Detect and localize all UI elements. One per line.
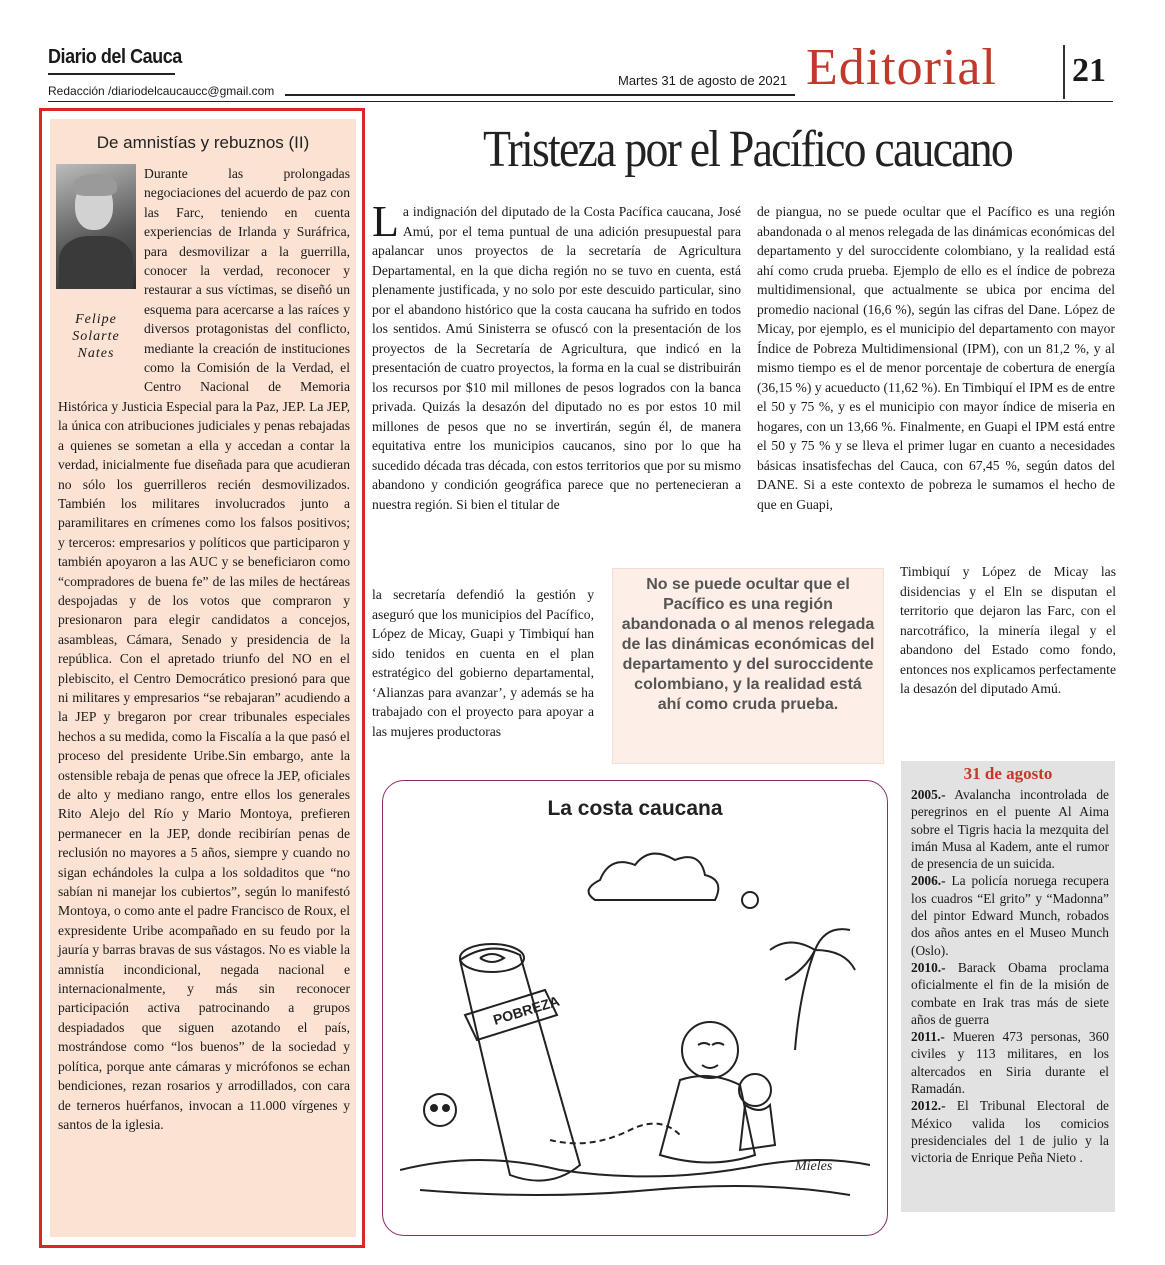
- efemeride-item: 2012.- El Tribunal Electoral de México valida los comicios presidenciales del 1 de julio y la victoria de Enrique Peña Nieto .: [911, 1098, 1109, 1166]
- redaccion-email: Redacción /diariodelcaucaucc@gmail.com: [48, 84, 275, 98]
- column-title: De amnistías y rebuznos (II): [96, 133, 310, 152]
- column-text: Durante las prolongadas negociaciones del acuerdo de paz con las Farc, teniendo en cuenta experiencias de Irlanda y Suráfrica, para desmovilizar a la guerrilla, conocer la verdad, reconocer y restaurar a sus víctimas, se diseñó un esquema para acercarse a las raíces y diversos protagonistas del conflicto, mediante la creación de instituciones como la Comisión de la Verdad, el Centro Nacional de Memoria Histórica y Justicia Especial para la Paz, JEP. La JEP, la única con atribuciones judiciales y penas rebajadas a quienes se sometan a ella y accedan a contar la verdad, inicialmente fue diseñada para que acudieran no sólo los guerrilleros recién desmovilizados. También los militares involucrados junto a paramilitares en crímenes como los falsos positivos; y terceros: empresarios y políticos que participaron y también apoyaron a las AUC y se beneficiaron como “compradores de buena fe” de las miles de hectáreas despojadas y de los votos que compraron y presionaron para elegir candidatos a concejos, asambleas, Cámara, Senado y presidencia de la república. Con el apretado triunfo del NO en el plebiscito, el Centro Democrático presionó para que ni militares y empresarios “se rebajaran” acudiendo a la JEP y bregaron por crear tribunales especiales hechos a su medida, como la Fiscalía a la que pasó el proceso del presidente Uribe.Sin embargo, ante la ostensible rebaja de penas que ofrece la JEP, oficiales de alto y mediano rango, entre ellos los generales Rito Alejo del Río y Mario Montoya, prefieren permanecer en la JEP, donde recibirían penas de reclusión no mayores a 5 años, siempre y cuando no sigan echándoles la culpa a los soldaditos que “no sabían ni manejar los cubiertos”, según lo manifestó Montoya, o como ante el padre Francisco de Roux, el expresidente Uribe acompañado en su feudo por la jauría y barras bravas de sus vástagos. No es viable la amnistía incondicional, negada nacional e internacionalmente, y más sin reconocer participación activa patrocinando a grupos despiadados que siguen azotando el país, mostrándose como “los buenos” de la sociedad y política, porque ante cámaras y micrófonos se echan bendiciones, rezan rosarios y arrodillados, con cara de terneros huérfanos, invocan a 11.000 vírgenes y santos de la iglesia.: [58, 166, 350, 1132]
- efemerides-list: [911, 786, 1109, 1167]
- issue-date: Martes 31 de agosto de 2021: [618, 73, 788, 88]
- editorial-column-2: la secretaría defendió la gestión y aseguró que los municipios del Pacífico, López de Micay, Guapi y Timbiquí han sido tenidos en cuenta en el plan estratégico del gobierno departamental, ‘Alianzas para avanzar’, y además se ha trabajado con el proyecto para apoyar a las mujeres productoras: [372, 587, 594, 739]
- section-title: Editorial: [806, 39, 997, 96]
- efemeride-item: 2010.- Barack Obama proclama oficialmente el fin de la misión de combate en Irak tras más de siete años de guerra: [911, 959, 1109, 1027]
- header-rule-bottom: [48, 101, 1113, 102]
- page-number: 21: [1072, 52, 1106, 89]
- efemeride-item: 2011.- Mueren 473 personas, 360 civiles y 113 militares, en los altercados en Siria durante el Ramadán.: [911, 1029, 1109, 1097]
- editorial-column-4: Timbiquí y López de Micay las disidencias y el Eln se disputan el territorio que dejaron las Farc, con el narcotráfico, la minería ilegal y el abandono del Estado como fondo, entonces nos explicamos perfectamente la desazón del diputado Amú.: [900, 564, 1116, 696]
- header-rule: [285, 94, 795, 96]
- cartoon-title: La costa caucana: [547, 797, 723, 820]
- editorial-column-1: La indignación del diputado de la Costa Pacífica caucana, José Amú, por el tema puntual de una adición presupuestal para apalancar unos proyectos de la secretaría de Agricultura Departamental, en la que dicha región no se tuvo en cuenta, está plenamente justificada, y no solo por este descuido particular, sino por el abandono histórico que la costa caucana ha sufrido en todos los sentidos. Amú Sinisterra se ofuscó con la presentación de los proyectos de la Secretaría de Agricultura, que indicó en la presentación de cuatro proyectos, la forma en la cual se distribuirán los recursos por $10 mil millones de pesos logrados con la banca privada. Quizás la desazón del diputado no es por estos 10 mil millones de pesos que no se invertirán, según él, de manera equitativa entre los municipios caucanos, sino por lo que ha sucedido década tras década, con estos territorios que por su mismo abandono y condición geográfica parece que no pertenecieran a nuestra región. Si bien el titular de: [372, 197, 741, 512]
- editorial-headline: Tristeza por el Pacífico caucano: [482, 121, 1013, 178]
- author-name: Felipe Solarte Nates: [72, 312, 120, 361]
- editorial-column-3: de piangua, no se puede ocultar que el Pacífico es una región abandonada o al menos relegada de las dinámicas económicas del departamento y del suroccidente colombiano, y la realidad está ahí como cruda prueba. Ejemplo de ello es el índice de pobreza multidimensional, que actualmente se ubica por encima del promedio nacional (16,6 %), según las cifras del Dane. López de Micay, por ejemplo, es el municipio del departamento con mayor Índice de Pobreza Multidimensional (IPM), con un 81,2 %, y al mismo tiempo es el de menor porcentaje de cobertura de energía (36,15 %) y acueducto (11,62 %). En Timbiquí el IPM es de entre el 50 y 75 %, y es el municipio con mayor índice de miseria en hogares, con un 13,66 %. Finalmente, en Guapi el IPM está entre el 50 y 75 % y se lleva el primer lugar en cuanto a necesidades básicas insatisfechas del Cauca, con 67,45 %, según datos del DANE. Si a este contexto de pobreza le sumamos el hecho de que en Guapi,: [757, 204, 1115, 512]
- efemerides-title: 31 de agosto: [963, 764, 1053, 783]
- scroll-pillar-icon: [460, 949, 580, 1181]
- masthead-underline: [48, 73, 175, 75]
- pobreza-sign-text: POBREZA: [491, 992, 562, 1028]
- child-head-icon: [739, 1074, 771, 1106]
- masthead-logo: Diario del Cauca: [48, 46, 182, 68]
- palm-tree-icon: [770, 929, 855, 1050]
- cloud-icon: [589, 854, 719, 900]
- column-body: [58, 164, 350, 1234]
- efemeride-item: 2005.- Avalancha incontrolada de peregrinos en el puente Al Aima sobre el Tigris hacia la mezquita del imán Musa al Kadem, ante el rumor de presencia de un suicida.: [911, 787, 1109, 872]
- pull-quote: No se puede ocultar que el Pacífico es una región abandonada o al menos relegada de las dinámicas económicas del departamento y del suroccidente colombiano, y la realidad está ahí como cruda prueba.: [612, 568, 884, 764]
- drop-cap: L: [372, 197, 399, 246]
- sun-icon: [742, 892, 758, 908]
- skull-icon: [424, 1094, 456, 1126]
- author-block: [56, 164, 136, 379]
- header-divider: [1063, 45, 1065, 99]
- cartoon-illustration: [400, 840, 870, 1220]
- cartoonist-signature: Mieles: [795, 1159, 833, 1174]
- efemeride-item: 2006.- La policía noruega recupera los cuadros “El grito” y “Madonna” del pintor Edward Munch, robados dos años antes en el Museo Munch (Oslo).: [911, 873, 1109, 958]
- person-head-icon: [682, 1022, 738, 1078]
- author-photo: [56, 164, 136, 289]
